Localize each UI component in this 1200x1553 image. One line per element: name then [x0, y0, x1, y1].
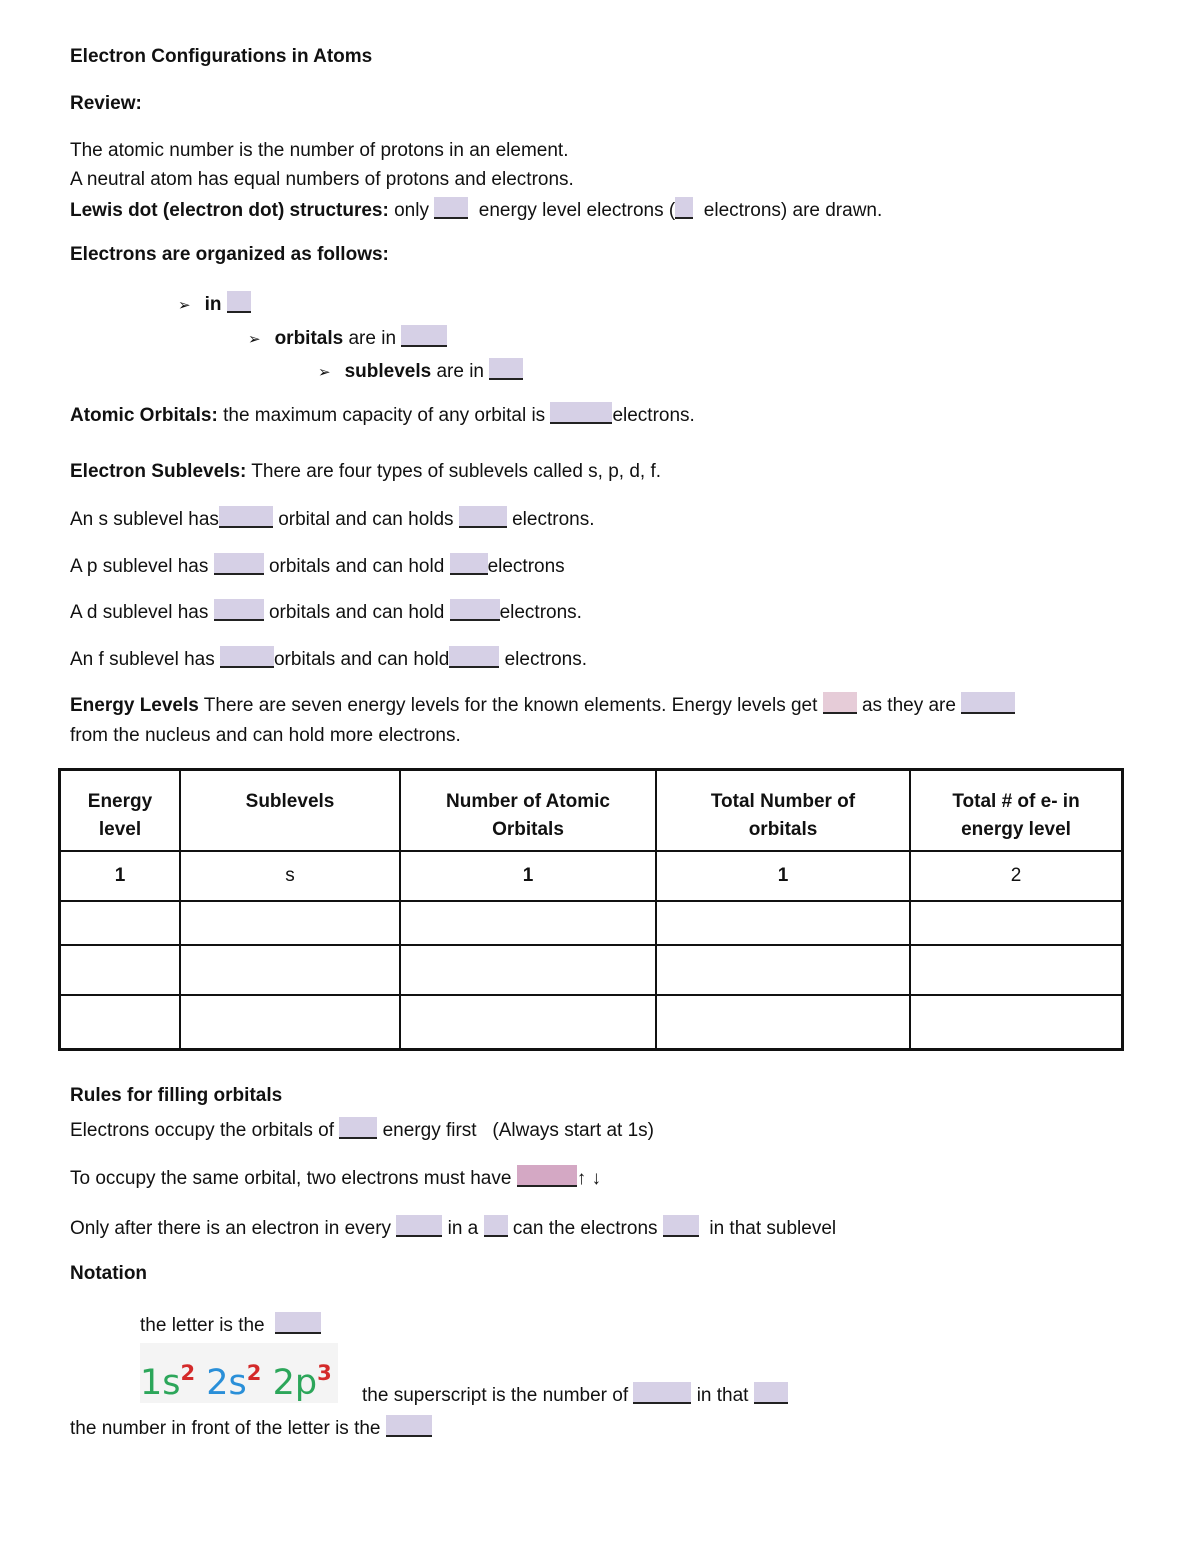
blank-field[interactable]: [517, 1165, 577, 1187]
orbitals-line: Atomic Orbitals: the maximum capacity of any orbital is electrons.: [70, 402, 695, 428]
table-cell[interactable]: [400, 901, 656, 945]
table-cell[interactable]: [60, 901, 181, 945]
energy-line-1: Energy Levels There are seven energy levels for the known elements. Energy levels get as they are: [70, 692, 1015, 718]
blank-field[interactable]: [214, 599, 264, 621]
blank-field[interactable]: [396, 1215, 442, 1237]
table-row: [60, 945, 1123, 995]
table-cell[interactable]: [910, 901, 1123, 945]
table-cell[interactable]: [180, 901, 400, 945]
rules-line-3: Only after there is an electron in every in a can the electrons in that sublevel: [70, 1215, 836, 1241]
header-atomic-orbitals: Number of Atomic Orbitals: [400, 770, 656, 852]
energy-line-2: from the nucleus and can hold more electrons.: [70, 725, 461, 746]
blank-field[interactable]: [339, 1117, 377, 1139]
header-total-orbitals: Total Number of orbitals: [656, 770, 910, 852]
table-cell[interactable]: [60, 945, 181, 995]
table-cell[interactable]: [60, 995, 181, 1050]
page-title: Electron Configurations in Atoms: [70, 46, 373, 67]
blank-field[interactable]: [219, 506, 273, 528]
notation-number-line: the number in front of the letter is the: [70, 1415, 432, 1441]
table-row: [60, 901, 1123, 945]
review-line-2: A neutral atom has equal numbers of protons and electrons.: [70, 169, 574, 190]
table-cell: 1: [60, 851, 181, 901]
header-sublevels: Sublevels: [180, 770, 400, 852]
table-cell: 2: [910, 851, 1123, 901]
table-cell: 1: [400, 851, 656, 901]
sublevels-line: Electron Sublevels: There are four types of sublevels called s, p, d, f.: [70, 461, 662, 482]
blank-field[interactable]: [754, 1382, 788, 1404]
rules-heading: Rules for filling orbitals: [70, 1085, 283, 1106]
bullet-arrow-icon: ➢: [248, 331, 261, 348]
energy-level-table: [58, 768, 1124, 1051]
notation-superscript-line: the superscript is the number of in that: [362, 1382, 788, 1408]
spin-arrows-icon: ↑ ↓: [576, 1168, 601, 1189]
bullet-arrow-icon: ➢: [178, 297, 191, 314]
header-total-electrons: Total # of e- in energy level: [910, 770, 1123, 852]
blank-field[interactable]: [450, 553, 488, 575]
review-line-1: The atomic number is the number of protons in an element.: [70, 140, 569, 161]
table-cell[interactable]: [910, 995, 1123, 1050]
table-row: [60, 851, 1123, 901]
blank-field[interactable]: [275, 1312, 321, 1334]
bullet-1: ➢ in: [178, 291, 251, 318]
table-cell[interactable]: [656, 901, 910, 945]
blank-field[interactable]: [961, 692, 1015, 714]
blank-field[interactable]: [550, 402, 612, 424]
table-cell[interactable]: [910, 945, 1123, 995]
p-sublevel-line: A p sublevel has orbitals and can hold electrons: [70, 553, 565, 579]
blank-field[interactable]: [675, 197, 693, 219]
table-cell[interactable]: [180, 945, 400, 995]
blank-field[interactable]: [386, 1415, 432, 1437]
table-cell[interactable]: [400, 945, 656, 995]
blank-field[interactable]: [401, 325, 447, 347]
rules-line-1: Electrons occupy the orbitals of energy first (Always start at 1s): [70, 1117, 654, 1143]
blank-field[interactable]: [449, 646, 499, 668]
table-cell: 1: [656, 851, 910, 901]
blank-field[interactable]: [227, 291, 251, 313]
notation-letter-line: the letter is the: [140, 1312, 321, 1338]
table-cell[interactable]: [656, 945, 910, 995]
bullet-2: ➢ orbitals are in: [248, 325, 447, 352]
blank-field[interactable]: [663, 1215, 699, 1237]
blank-field[interactable]: [220, 646, 274, 668]
blank-field[interactable]: [214, 553, 264, 575]
table-cell[interactable]: [656, 995, 910, 1050]
table-header-row: [60, 770, 1123, 852]
rules-line-2: To occupy the same orbital, two electrons must have ↑ ↓: [70, 1165, 601, 1191]
table-cell[interactable]: [180, 995, 400, 1050]
s-sublevel-line: An s sublevel has orbital and can holds electrons.: [70, 506, 594, 532]
blank-field[interactable]: [633, 1382, 691, 1404]
d-sublevel-line: A d sublevel has orbitals and can hold electrons.: [70, 599, 582, 625]
electron-configuration-formula: $1s^2$ $2s^2$ $2p^3$: [140, 1343, 338, 1403]
blank-field[interactable]: [823, 692, 857, 714]
f-sublevel-line: An f sublevel has orbitals and can hold electrons.: [70, 646, 587, 672]
blank-field[interactable]: [459, 506, 507, 528]
lewis-label: Lewis dot (electron dot) structures:: [70, 200, 389, 221]
table-cell[interactable]: [400, 995, 656, 1050]
bullet-arrow-icon: ➢: [318, 364, 331, 381]
blank-field[interactable]: [484, 1215, 508, 1237]
lewis-line: Lewis dot (electron dot) structures: only energy level electrons ( electrons) are drawn.: [70, 197, 882, 223]
notation-heading: Notation: [70, 1263, 148, 1284]
header-energy-level: Energy level: [60, 770, 181, 852]
blank-field[interactable]: [450, 599, 500, 621]
organized-heading: Electrons are organized as follows:: [70, 244, 389, 265]
table-cell: s: [180, 851, 400, 901]
review-heading: Review:: [70, 93, 142, 114]
table-row: [60, 995, 1123, 1050]
bullet-3: ➢ sublevels are in: [318, 358, 523, 385]
blank-field[interactable]: [434, 197, 468, 219]
blank-field[interactable]: [489, 358, 523, 380]
